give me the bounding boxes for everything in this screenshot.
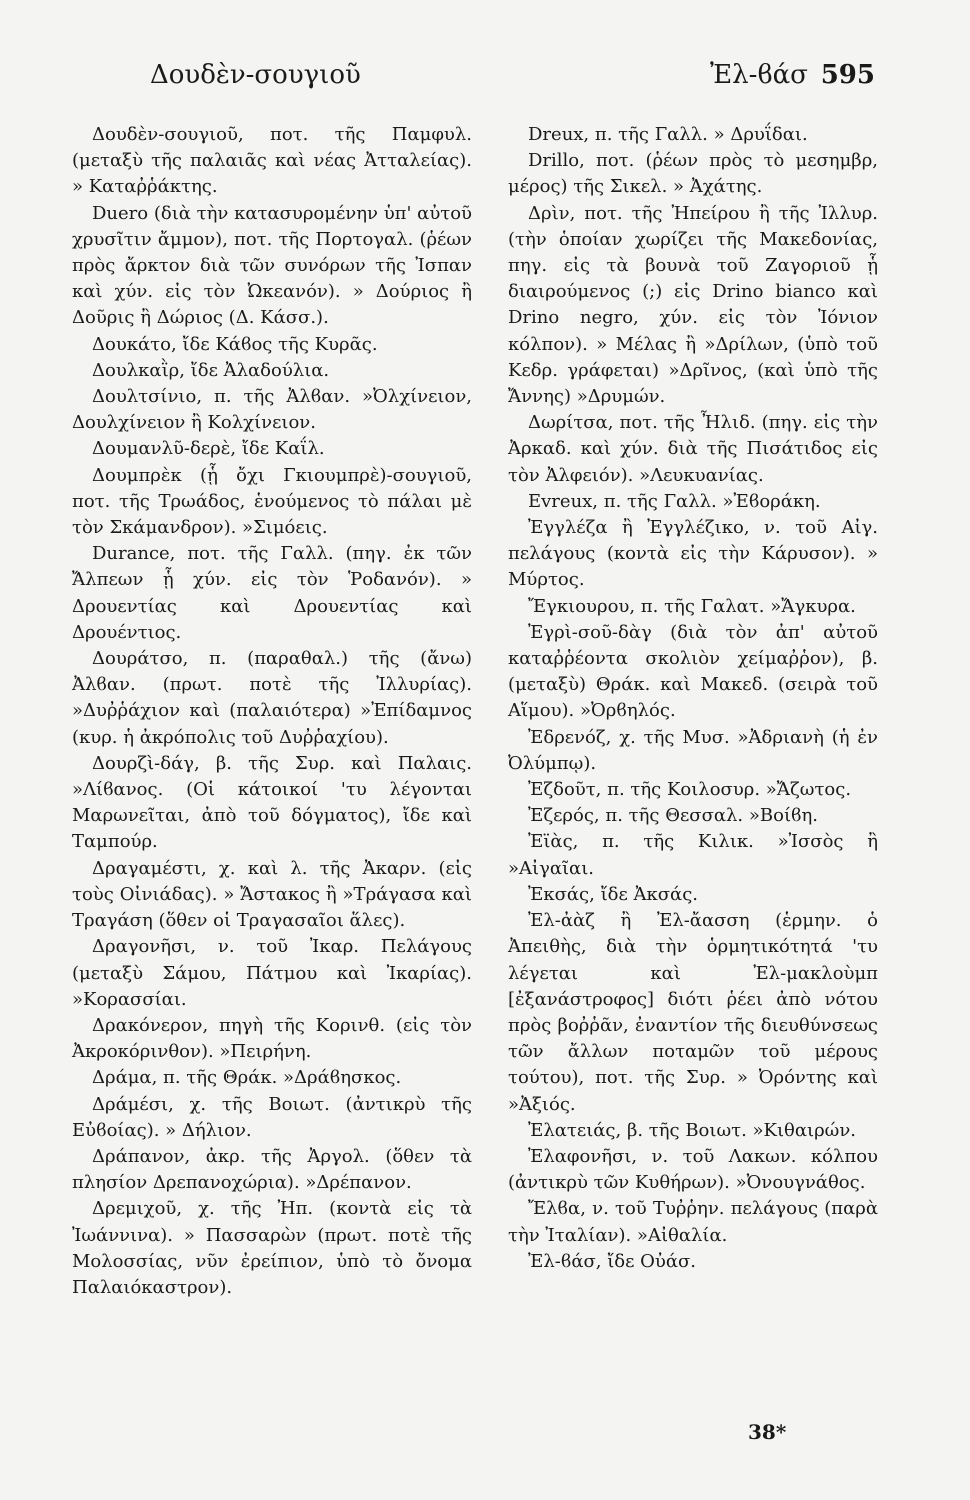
entry: Drillo, ποτ. (ῥέων πρὸς τὸ μεσημβρ, μέρος) τῆς Σικελ. » Ἀχάτης. <box>508 150 878 198</box>
page-number: 595 <box>820 60 875 90</box>
running-header <box>150 60 875 104</box>
entry: Δωρίτσα, ποτ. τῆς Ἦλιδ. (πηγ. εἰς τὴν Ἀρκαδ. καὶ χύν. διὰ τῆς Πισάτιδος εἰς τὸν Ἀλφειόν). »Λευκυανίας. <box>508 412 878 486</box>
entry: Δουρζὶ-δάγ, β. τῆς Συρ. καὶ Παλαις. »Λίϐανος. (Οἱ κάτοικοί 'τυ λέγονται Μαρωνεῖται, ἀπὸ τοῦ δόγματος), ἴδε καὶ Ταμπούρ. <box>72 752 472 853</box>
entry: Δραγαμέστι, χ. καὶ λ. τῆς Ἀκαρν. (εἰς τοὺς Οἰνιάδας). » Ἄστακος ἢ »Τράγασα καὶ Τραγάση (ὅθεν οἱ Τραγασαῖοι ἅλες). <box>72 857 472 932</box>
entry: Δρεμιχοῦ, χ. τῆς Ἠπ. (κοντὰ εἰς τὰ Ἰωάννινα). » Πασσαρὼν (πρωτ. ποτὲ τῆς Μολοσσίας, νῦν ἐρείπιον, ὑπὸ τὸ ὄνομα Παλαιόκαστρον). <box>72 1198 472 1298</box>
entry: Ἐλ-ϐάσ, ἴδε Οὐάσ. <box>528 1250 697 1272</box>
entry: Durance, ποτ. τῆς Γαλλ. (πηγ. ἐκ τῶν Ἄλπεων ᾗ χύν. εἰς τὸν Ῥοδανόν). » Δρουεντίας καὶ Δρουεντίας καὶ Δρουέντιος. <box>72 543 472 643</box>
entry: Ἔγκιουρου, π. τῆς Γαλατ. »Ἄγκυρα. <box>528 595 856 617</box>
entry: Δρακόνερον, πηγὴ τῆς Κορινθ. (εἰς τὸν Ἀκροκόρινθον). »Πειρήνη. <box>72 1014 472 1063</box>
entry: Δουδὲν-σουγιοῦ, ποτ. τῆς Παμφυλ. (μεταξὺ τῆς παλαιᾶς καὶ νέας Ἀτταλείας). » Καταῤῥάκτης. <box>72 124 472 198</box>
entry: Ἔλϐα, ν. τοῦ Τυῤῥην. πελάγους (παρὰ τὴν Ἰταλίαν). »Αἰθαλία. <box>508 1198 878 1246</box>
entry: Δράμέσι, χ. τῆς Βοιωτ. (ἀντικρὺ τῆς Εὐϐοίας). » Δήλιον. <box>72 1093 472 1141</box>
entry: Ἐλ-ἀὰζ ἢ Ἐλ-ἄασση (ἑρμην. ὁ Ἀπειθὴς, διὰ τὴν ὁρμητικότητά 'τυ λέγεται καὶ Ἐλ-μακλοὺμπ [ἐξανάστροφος] διότι ῥέει ἀπὸ νότου πρὸς βοῤῥᾶν, ἐναντίον τῆς διευθύνσεως τῶν ἄλλων ποταμῶν τοῦ μέρους τούτου), ποτ. τῆς Συρ. » Ὀρόντης καὶ »Ἀξιός. <box>508 910 878 1115</box>
entry: Ἐκσάς, ἴδε Ἀκσάς. <box>528 883 699 905</box>
right-column <box>508 122 878 1275</box>
entry: Δουκάτο, ἴδε Κάϐος τῆς Κυρᾶς. <box>92 333 378 355</box>
entry: Ἐλατειάς, β. τῆς Βοιωτ. »Κιθαιρών. <box>528 1119 857 1141</box>
entry: Δουράτσο, π. (παραθαλ.) τῆς (ἄνω) Ἀλϐαν. (πρωτ. ποτὲ τῆς Ἰλλυρίας). »Δυῤῥάχιον καὶ (παλαιότερα) »Ἐπίδαμνος (κυρ. ἡ ἀκρόπολις τοῦ Δυῤῥαχίου). <box>72 648 472 748</box>
left-column <box>72 122 472 1301</box>
entry: Dreux, π. τῆς Γαλλ. » Δρυΐδαι. <box>528 124 808 145</box>
entry: Δουλτσίνιο, π. τῆς Ἀλϐαν. »Ὀλχίνειον, Δουλχίνειον ἢ Κολχίνειον. <box>72 386 472 434</box>
entry: Δράπανον, ἀκρ. τῆς Ἀργολ. (ὅθεν τὰ πλησίον Δρεπανοχώρια). »Δρέπανον. <box>72 1145 472 1194</box>
entry: Ἐϊὰς, π. τῆς Κιλικ. »Ἰσσὸς ἢ »Αἰγαῖαι. <box>508 831 878 879</box>
entry: Δρὶν, ποτ. τῆς Ἠπείρου ἢ τῆς Ἰλλυρ. (τὴν ὁποίαν χωρίζει τῆς Μακεδονίας, πηγ. εἰς τὰ βουνὰ τοῦ Ζαγοριοῦ ᾗ διαιρούμενος (;) εἰς Drino bianco καὶ Drino negro, χύν. εἰς τὸν Ἰόνιον κόλπον). » Μέλας ἢ »Δρίλων, (ὑπὸ τοῦ Κεδρ. γράφεται) »Δρῖνος, (καὶ ὑπὸ τῆς Ἄννης) »Δρυμών. <box>508 202 878 408</box>
entry: Δουμπρὲκ (ᾗ ὄχι Γκιουμπρὲ)-σουγιοῦ, ποτ. τῆς Τρωάδος, ἑνούμενος τὸ πάλαι μὲ τὸν Σκάμανδρον). »Σιμόεις. <box>72 464 472 539</box>
entry: Δραγονῆσι, ν. τοῦ Ἰκαρ. Πελάγους (μεταξὺ Σάμου, Πάτμου καὶ Ἰκαρίας). »Κορασσίαι. <box>72 936 472 1010</box>
entry: Ἐδρενόζ, χ. τῆς Μυσ. »Ἀδριανὴ (ἡ ἐν Ὀλύμπῳ). <box>508 726 878 774</box>
entry: Ἐγγλέζα ἢ Ἐγγλέζικο, ν. τοῦ Αἰγ. πελάγους (κοντὰ εἰς τὴν Κάρυσον). » Μύρτος. <box>508 517 878 591</box>
entry: Evreux, π. τῆς Γαλλ. »Ἐϐοράκη. <box>528 490 821 512</box>
entry: Δουμανλῦ-δερὲ, ἴδε Καΐλ. <box>92 438 325 460</box>
entry: Duero (διὰ τὴν κατασυρομένην ὑπ' αὐτοῦ χρυσῖτιν ἄμμον), ποτ. τῆς Πορτογαλ. (ῥέων πρὸς ἄρκτον διὰ τῶν συνόρων τῆς Ἰσπαν καὶ χύν. εἰς τὸν Ὠκεανόν). » Δούριος ἢ Δοῦρις ἢ Δώριος (Δ. Κάσσ.). <box>72 202 472 329</box>
header-left-term: Δουδὲν-σουγιοῦ <box>150 60 361 90</box>
entry: Δράμα, π. τῆς Θράκ. »Δράϐησκος. <box>92 1067 402 1089</box>
entry: Δουλκαῒρ, ἴδε Ἀλαδούλια. <box>92 359 330 381</box>
header-right-term: Ἐλ-ϐάσ <box>710 60 808 90</box>
entry: Ἐζδοῦτ, π. τῆς Κοιλοσυρ. »Ἄζωτος. <box>528 779 852 801</box>
signature-mark: 38* <box>748 1420 787 1444</box>
entry: Ἐζερός, π. τῆς Θεσσαλ. »Βοίϐη. <box>528 805 818 827</box>
entry: Ἐγρὶ-σοῦ-δὰγ (διὰ τὸν ἀπ' αὐτοῦ καταῤῥέοντα σκολιὸν χείμαῤῥον), β. (μεταξὺ) Θράκ. καὶ Μακεδ. (σειρὰ τοῦ Αἵμου). »Ὀρϐηλός. <box>508 621 878 722</box>
entry: Ἐλαφονῆσι, ν. τοῦ Λακων. κόλπου (ἀντικρὺ τῶν Κυθήρων). »Ὀνουγνάθος. <box>508 1145 878 1194</box>
